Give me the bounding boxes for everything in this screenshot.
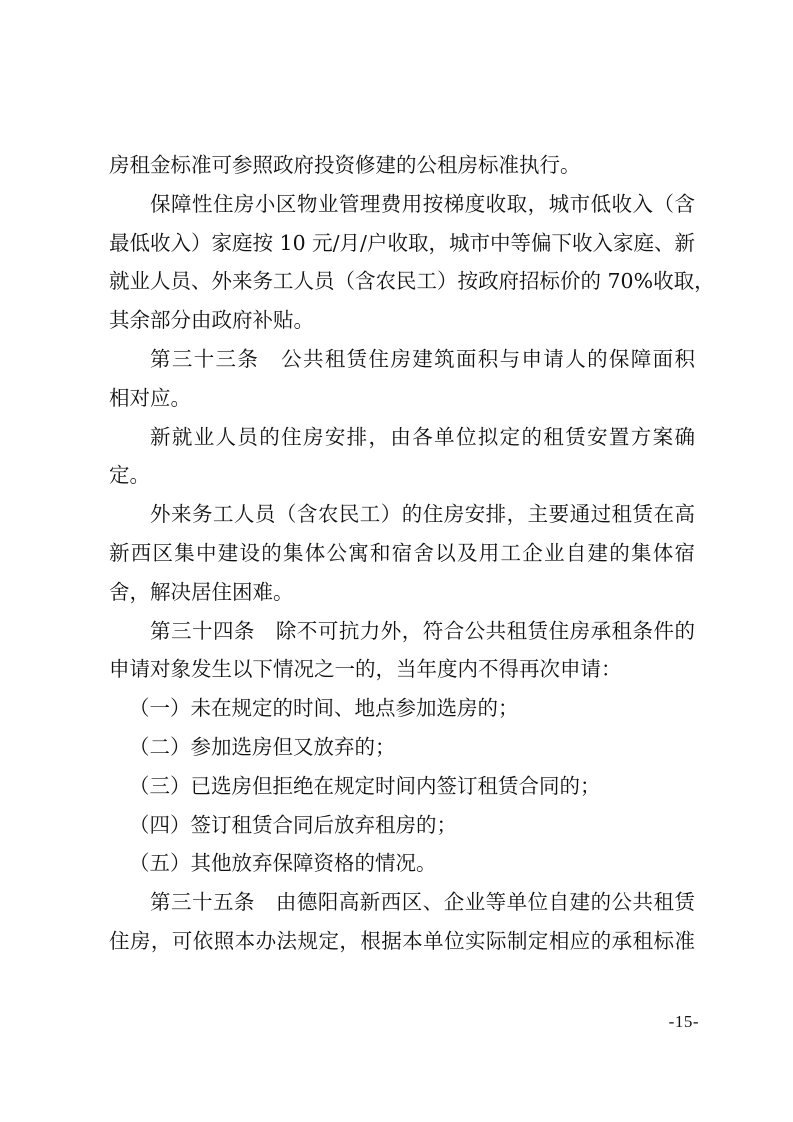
list-item: （二）参加选房但又放弃的； xyxy=(129,734,396,759)
list-item: （四）签订租赁合同后放弃租房的； xyxy=(129,812,457,837)
text-line: 就业人员、外来务工人员（含农民工）按政府招标价的 70%收取， xyxy=(109,269,715,294)
list-item: （三）已选房但拒绝在规定时间内签订租赁合同的； xyxy=(129,773,601,798)
text-line: 定。 xyxy=(109,463,150,488)
page-number: -15- xyxy=(668,1012,699,1031)
text-line: 外来务工人员（含农民工）的住房安排，主要通过租赁在高 xyxy=(150,502,695,527)
text-line: 住房，可依照本办法规定，根据本单位实际制定相应的承租标准 xyxy=(109,928,695,953)
article-33-heading-line: 第三十三条 公共租赁住房建筑面积与申请人的保障面积 xyxy=(150,346,695,371)
article-34-heading-line: 第三十四条 除不可抗力外，符合公共租赁住房承租条件的 xyxy=(150,618,695,643)
text-line: 舍，解决居住困难。 xyxy=(109,579,294,604)
body-text xyxy=(109,146,715,961)
list-item: （五）其他放弃保障资格的情况。 xyxy=(129,851,437,876)
text-line: 新就业人员的住房安排，由各单位拟定的租赁安置方案确 xyxy=(150,424,695,449)
article-35-heading-line: 第三十五条 由德阳高新西区、企业等单位自建的公共租赁 xyxy=(150,890,695,915)
text-line: 相对应。 xyxy=(109,385,191,410)
text-line: 其余部分由政府补贴。 xyxy=(109,308,314,333)
text-line: 保障性住房小区物业管理费用按梯度收取，城市低收入（含 xyxy=(150,191,695,216)
text-line: 房租金标准可参照政府投资修建的公租房标准执行。 xyxy=(109,153,581,177)
text-line: 最低收入）家庭按 10 元/月/户收取，城市中等偏下收入家庭、新 xyxy=(109,230,695,255)
text-line: 新西区集中建设的集体公寓和宿舍以及用工企业自建的集体宿 xyxy=(109,540,695,565)
text-line: 申请对象发生以下情况之一的，当年度内不得再次申请： xyxy=(109,657,622,682)
list-item: （一）未在规定的时间、地点参加选房的； xyxy=(129,696,519,721)
